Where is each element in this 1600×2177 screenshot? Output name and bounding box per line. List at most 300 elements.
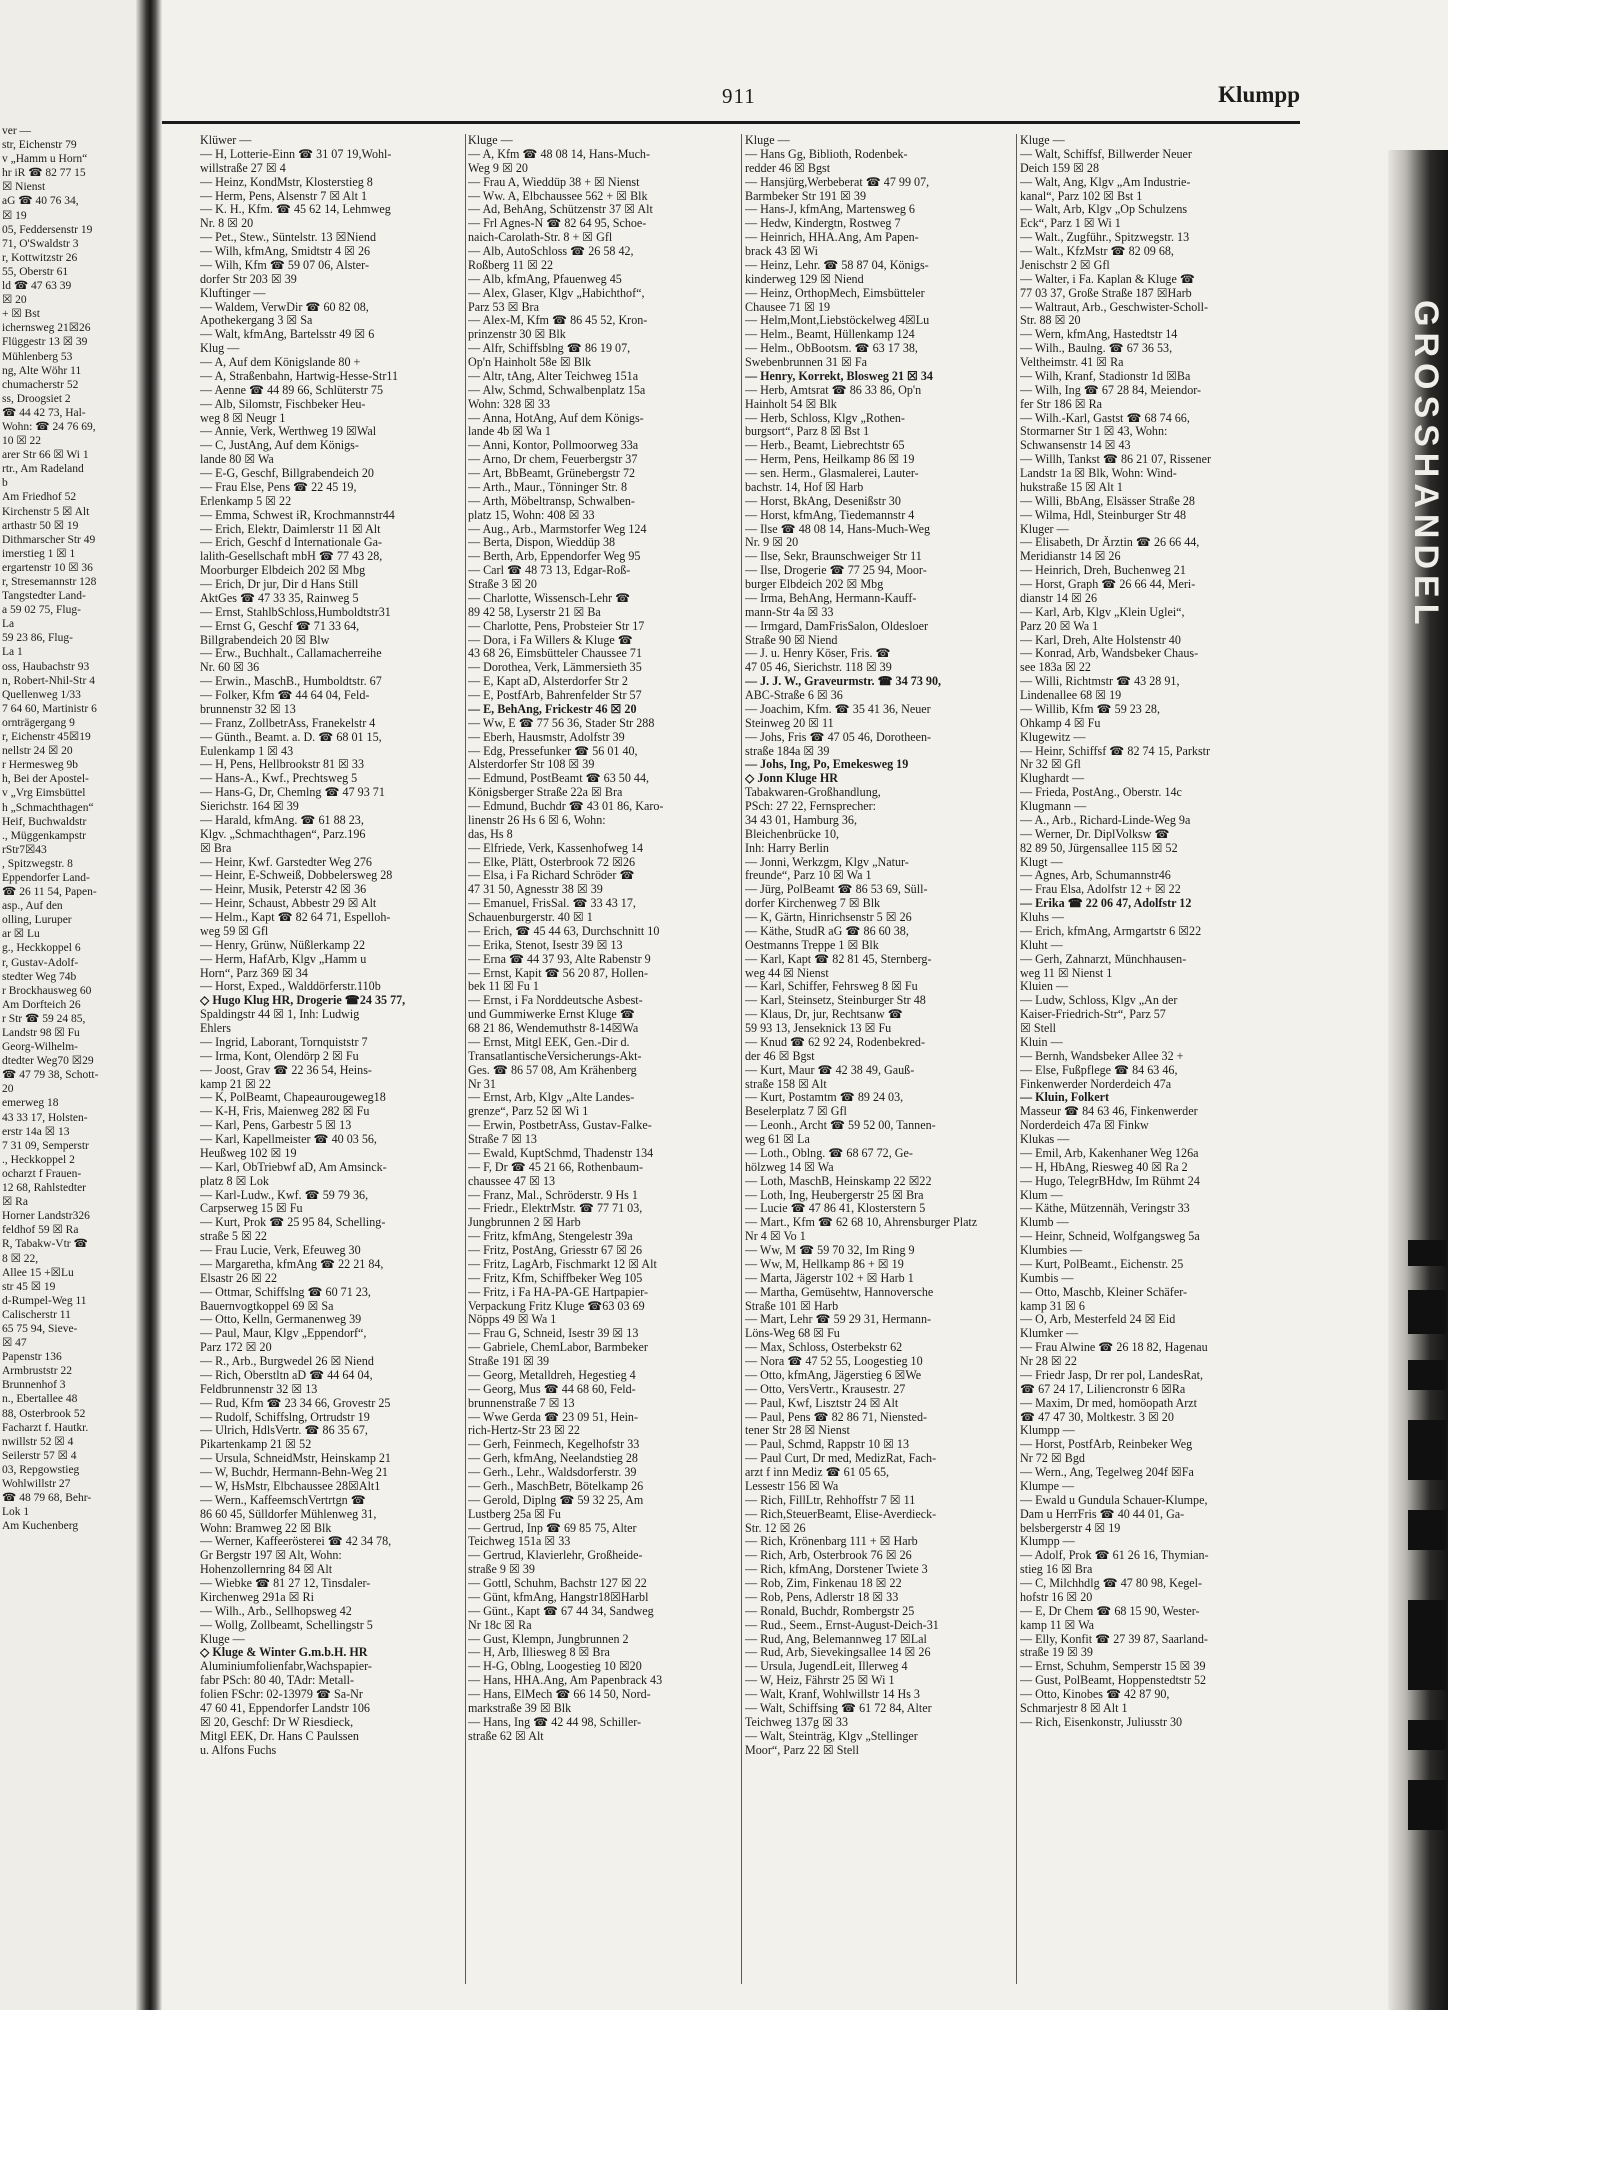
directory-entry-line: — Fritz, i Fa HA-PA-GE Hartpapier- bbox=[468, 1285, 649, 1299]
directory-entry-line: Kumbis — bbox=[1020, 1271, 1074, 1285]
directory-entry-line: — H, Arb, Illiesweg 8 ☒ Bra bbox=[468, 1646, 610, 1660]
facing-page-line: Calischerstr 11 bbox=[2, 1308, 71, 1321]
directory-entry-line: hölzweg 14 ☒ Wa bbox=[745, 1160, 834, 1174]
directory-entry-line: — Franz, ZollbetrAss, Franekelstr 4 bbox=[200, 716, 376, 730]
directory-entry-line: — Günth., Beamt. a. D. ☎ 68 01 15, bbox=[200, 730, 382, 744]
directory-entry-line: Weg 9 ☒ 20 bbox=[468, 161, 528, 175]
directory-entry-line: — Max, Schloss, Osterbekstr 62 bbox=[745, 1341, 903, 1355]
directory-entry-line: hofstr 16 ☒ 20 bbox=[1020, 1590, 1093, 1604]
directory-entry-line: PSch: 27 22, Fernsprecher: bbox=[745, 800, 876, 813]
directory-column-1 bbox=[200, 134, 462, 1994]
directory-entry-line: naich-Carolath-Str. 8 + ☒ Gfl bbox=[468, 231, 613, 245]
directory-entry-line: — Heinr, Schaust, Abbestr 29 ☒ Alt bbox=[200, 897, 377, 911]
facing-page-line: Eppendorfer Land- bbox=[2, 871, 90, 884]
directory-entry-line: — Irma, BehAng, Hermann-Kauff- bbox=[745, 591, 917, 605]
directory-entry-line: Kluhs — bbox=[1020, 911, 1065, 924]
directory-entry-line: Ges. ☎ 86 57 08, Am Krähenberg bbox=[468, 1063, 637, 1077]
facing-page-line: arthastr 50 ☒ 19 bbox=[2, 519, 79, 532]
running-head: Klumpp bbox=[1218, 82, 1300, 107]
directory-entry-line: — Hugo, TelegrBHdw, Im Rühmt 24 bbox=[1020, 1174, 1200, 1188]
directory-entry-line: 68 21 86, Wendemuthstr 8-14☒Wa bbox=[468, 1022, 639, 1035]
directory-entry-line: — Elly, Konfit ☎ 27 39 87, Saarland- bbox=[1020, 1632, 1208, 1646]
facing-page-line: 65 75 94, Sieve- bbox=[2, 1322, 78, 1335]
facing-page-line: ng, Alte Wöhr 11 bbox=[2, 364, 82, 377]
directory-entry-line: — Elke, Plätt, Osterbrook 72 ☒26 bbox=[468, 855, 636, 869]
facing-page-line: Dithmarscher Str 49 bbox=[2, 533, 96, 546]
directory-entry-line: Klumbies — bbox=[1020, 1244, 1083, 1257]
directory-entry-line: mann-Str 4a ☒ 33 bbox=[745, 605, 834, 619]
directory-entry-line: — Heinrich, Dreh, Buchenweg 21 bbox=[1020, 564, 1186, 578]
directory-entry-line: weg 59 ☒ Gfl bbox=[200, 924, 269, 938]
directory-entry-line: — Karl, Schiffer, Fehrsweg 8 ☒ Fu bbox=[745, 980, 918, 994]
directory-entry-line: — Knud ☎ 62 92 24, Rodenbekred- bbox=[745, 1035, 925, 1049]
directory-entry-line: straße 184a ☒ 39 bbox=[745, 744, 830, 758]
book-gutter bbox=[136, 0, 162, 2010]
directory-entry-line: — Käthe, StudR aG ☎ 86 60 38, bbox=[745, 924, 909, 938]
directory-entry-line: — Arno, Dr chem, Feuerbergstr 37 bbox=[468, 453, 638, 467]
directory-entry-line: Ehlers bbox=[200, 1022, 231, 1035]
directory-entry-line: — Ww, E ☎ 77 56 36, Stader Str 288 bbox=[468, 716, 655, 730]
facing-page-line: r Str ☎ 59 24 85, bbox=[2, 1012, 86, 1025]
directory-entry-line: Klukas — bbox=[1020, 1133, 1070, 1146]
directory-entry-line: — K-H, Fris, Maienweg 282 ☒ Fu bbox=[200, 1105, 370, 1119]
column-divider bbox=[741, 134, 742, 1984]
directory-entry-line: — Horst, Graph ☎ 26 66 44, Meri- bbox=[1020, 578, 1196, 591]
directory-entry-line: — J. J. W., Graveurmstr. ☎ 34 73 90, bbox=[745, 675, 942, 689]
directory-entry-line: 86 60 45, Sülldorfer Mühlenweg 31, bbox=[200, 1507, 377, 1521]
facing-page-line: Am Kuchenberg bbox=[2, 1520, 79, 1533]
directory-entry-line: Parz 172 ☒ 20 bbox=[200, 1341, 272, 1355]
directory-entry-line: — Arth, Möbeltransp, Schwalben- bbox=[468, 494, 635, 508]
directory-entry-line: Nr 32 ☒ Gfl bbox=[1020, 758, 1081, 772]
directory-entry-line: — Alex, Glaser, Klgv „Habichthof“, bbox=[468, 286, 645, 300]
directory-entry-line: — Rich,SteuerBeamt, Elise-Averdieck- bbox=[745, 1507, 937, 1521]
directory-entry-line: — Ad, BehAng, Schützenstr 37 ☒ Alt bbox=[468, 203, 653, 217]
directory-entry-line: — Folker, Kfm ☎ 44 64 04, Feld- bbox=[200, 689, 370, 702]
directory-entry-line: Roßberg 11 ☒ 22 bbox=[468, 258, 554, 272]
directory-entry-line: Op'n Hainholt 58e ☒ Blk bbox=[468, 356, 592, 369]
directory-entry-line: Moorburger Elbdeich 202 ☒ Mbg bbox=[200, 564, 366, 578]
directory-entry-line: — Ernst, Schuhm, Semperstr 15 ☒ 39 bbox=[1020, 1660, 1206, 1674]
directory-entry-line: platz 15, Wohn: 408 ☒ 33 bbox=[468, 508, 595, 522]
directory-entry-line: — Heinz, OrthopMech, Eimsbütteler bbox=[745, 286, 925, 300]
facing-page-line: olling, Luruper bbox=[2, 914, 72, 927]
directory-entry-line: Wohn: Bramweg 22 ☒ Blk bbox=[200, 1521, 332, 1535]
directory-entry-line: Parz 20 ☒ Wa 1 bbox=[1020, 619, 1099, 633]
directory-entry-line: — Art, BbBeamt, Grünebergstr 72 bbox=[468, 467, 636, 480]
directory-entry-line: Straße 101 ☒ Harb bbox=[745, 1299, 839, 1313]
facing-page-line: imerstieg 1 ☒ 1 bbox=[2, 547, 76, 560]
directory-entry-line: Klugmann — bbox=[1020, 800, 1087, 813]
directory-entry-line: dorfer Str 203 ☒ 39 bbox=[200, 272, 297, 286]
directory-entry-line: Straße 3 ☒ 20 bbox=[468, 578, 537, 591]
directory-entry-line: platz 8 ☒ Lok bbox=[200, 1174, 269, 1188]
directory-entry-line: — Wilh., Arb., Sellhopsweg 42 bbox=[200, 1604, 352, 1618]
directory-entry-line: — Rud., Seem., Ernst-August-Deich-31 bbox=[745, 1618, 939, 1632]
directory-entry-line: Inh: Harry Berlin bbox=[745, 841, 829, 855]
directory-entry-line: — Walter, i Fa. Kaplan & Kluge ☎ bbox=[1020, 272, 1195, 286]
directory-entry-line: stieg 16 ☒ Bra bbox=[1020, 1563, 1093, 1577]
directory-entry-line: — Nora ☎ 47 52 55, Loogestieg 10 bbox=[745, 1355, 923, 1368]
directory-entry-line: — Elfriede, Verk, Kassenhofweg 14 bbox=[468, 841, 644, 855]
directory-entry-line: — Walt, Steinträg, Klgv „Stellinger bbox=[745, 1729, 918, 1743]
directory-entry-line: — E, Dr Chem ☎ 68 15 90, Wester- bbox=[1020, 1604, 1200, 1618]
directory-entry-line: brack 43 ☒ Wi bbox=[745, 245, 818, 258]
directory-entry-line: Königsberger Straße 22a ☒ Bra bbox=[468, 786, 623, 800]
directory-entry-line: Kluge — bbox=[468, 134, 513, 147]
directory-entry-line: Chausee 71 ☒ 19 bbox=[745, 300, 831, 314]
directory-entry-line: — Ernst G, Geschf ☎ 71 33 64, bbox=[200, 619, 360, 633]
facing-page-line: ., Müggenkampstr bbox=[2, 829, 87, 842]
facing-page-line: Brunnenhof 3 bbox=[2, 1379, 66, 1392]
edge-mark bbox=[1408, 1290, 1446, 1334]
facing-page-line: r, Kottwitzstr 26 bbox=[2, 251, 78, 264]
directory-entry-line: das, Hs 8 bbox=[468, 827, 513, 841]
directory-entry-line: lalith-Gesellschaft mbH ☎ 77 43 28, bbox=[200, 550, 383, 564]
directory-entry-line: — Karl, ObTriebwf aD, Am Amsinck- bbox=[200, 1160, 387, 1174]
directory-entry-line: — Kluin, Folkert bbox=[1020, 1091, 1110, 1105]
directory-entry-line: — Rob, Pens, Adlerstr 18 ☒ 33 bbox=[745, 1590, 899, 1604]
directory-entry-line: ☒ Bra bbox=[200, 841, 232, 855]
directory-entry-line: — Wilma, Hdl, Steinburger Str 48 bbox=[1020, 508, 1187, 522]
directory-entry-line: Tabakwaren-Großhandlung, bbox=[745, 786, 881, 800]
directory-entry-line: — Frau G, Schneid, Isestr 39 ☒ 13 bbox=[468, 1327, 639, 1341]
directory-entry-line: — E-G, Geschf, Billgrabendeich 20 bbox=[200, 467, 374, 480]
directory-entry-line: willstraße 27 ☒ 4 bbox=[200, 161, 286, 175]
facing-page-line: oss, Haubachstr 93 bbox=[2, 660, 90, 673]
directory-entry-line: — Ewald u Gundula Schauer-Klumpe, bbox=[1020, 1493, 1208, 1507]
directory-entry-line: kamp 11 ☒ Wa bbox=[1020, 1618, 1095, 1632]
directory-entry-line: — Altr, tAng, Alter Teichweg 151a bbox=[468, 369, 639, 383]
directory-entry-line: — Loth, MaschB, Heinskamp 22 ☒22 bbox=[745, 1174, 932, 1188]
directory-entry-line: — Annie, Verk, Werthweg 19 ☒Wal bbox=[200, 425, 377, 439]
facing-page-line: ld ☎ 47 63 39 bbox=[2, 280, 72, 293]
directory-entry-line: — Alex-M, Kfm ☎ 86 45 52, Kron- bbox=[468, 314, 648, 328]
directory-entry-line: — Loth, Ing, Heubergerstr 25 ☒ Bra bbox=[745, 1188, 924, 1202]
directory-entry-line: Straße 90 ☒ Niend bbox=[745, 633, 838, 647]
directory-entry-line: Klum — bbox=[1020, 1188, 1063, 1202]
directory-entry-line: Str. 12 ☒ 26 bbox=[745, 1521, 806, 1535]
directory-entry-line: straße 158 ☒ Alt bbox=[745, 1077, 827, 1091]
directory-entry-line: — Herm, Pens, Alsenstr 7 ☒ Alt 1 bbox=[200, 189, 368, 203]
directory-entry-line: — Johs, Ing, Po, Emekesweg 19 bbox=[745, 758, 909, 772]
directory-entry-line: — Paul, Kwf, Lisztstr 24 ☒ Alt bbox=[745, 1396, 899, 1410]
directory-entry-line: — Rich, Arb, Osterbrook 76 ☒ 26 bbox=[745, 1549, 912, 1563]
directory-entry-line: Klughardt — bbox=[1020, 772, 1085, 786]
directory-entry-line: — Otto, Maschb, Kleiner Schäfer- bbox=[1020, 1285, 1188, 1299]
facing-page-line: 59 23 86, Flug- bbox=[2, 632, 73, 645]
directory-entry-line: Hainholt 54 ☒ Blk bbox=[745, 397, 837, 411]
directory-entry-line: redder 46 ☒ Bgst bbox=[745, 161, 831, 175]
facing-page-line: ocharzt f Frauen- bbox=[2, 1167, 82, 1180]
directory-entry-line: — Ilse ☎ 48 08 14, Hans-Much-Weg bbox=[745, 522, 931, 536]
directory-entry-line: bek 11 ☒ Fu 1 bbox=[468, 980, 539, 994]
facing-page-line: Am Friedhof 52 bbox=[2, 491, 77, 504]
directory-entry-line: markstraße 39 ☒ Blk bbox=[468, 1701, 572, 1715]
edge-mark bbox=[1408, 1240, 1446, 1266]
facing-page-line: n., Ebertallee 48 bbox=[2, 1393, 78, 1406]
directory-entry-line: — Wern, kfmAng, Hastedtstr 14 bbox=[1020, 328, 1178, 342]
directory-entry-line: Gr Bergstr 197 ☒ Alt, Wohn: bbox=[200, 1549, 342, 1563]
directory-entry-line: — Rudolf, Schiffslng, Ortrudstr 19 bbox=[200, 1410, 370, 1424]
directory-entry-line: — Else, Fußpflege ☎ 84 63 46, bbox=[1020, 1063, 1178, 1077]
directory-entry-line: — Ww, M, Hellkamp 86 + ☒ 19 bbox=[745, 1257, 904, 1271]
directory-entry-line: ◇ Jonn Kluge HR bbox=[745, 772, 838, 786]
directory-entry-line: — Herb, Schloss, Klgv „Rothen- bbox=[745, 411, 905, 425]
directory-entry-line: Bauernvogtkoppel 69 ☒ Sa bbox=[200, 1299, 334, 1313]
directory-entry-line: — Ernst, Mitgl EEK, Gen.-Dir d. bbox=[468, 1035, 630, 1049]
directory-entry-line: — Fritz, Kfm, Schiffbeker Weg 105 bbox=[468, 1271, 643, 1285]
directory-entry-line: — Günt., Kapt ☎ 67 44 34, Sandweg bbox=[468, 1604, 654, 1618]
directory-entry-line: see 183a ☒ 22 bbox=[1020, 661, 1091, 675]
directory-entry-line: Kaiser-Friedrich-Str“, Parz 57 bbox=[1020, 1008, 1166, 1022]
directory-entry-line: — K, Gärtn, Hinrichsenstr 5 ☒ 26 bbox=[745, 911, 912, 924]
directory-entry-line: — Wilh.-Karl, Gastst ☎ 68 74 66, bbox=[1020, 411, 1190, 425]
page-number: 911 bbox=[722, 84, 756, 108]
directory-entry-line: — A, Kfm ☎ 48 08 14, Hans-Much- bbox=[468, 147, 651, 161]
directory-entry-line: — Emanuel, FrisSal. ☎ 33 43 17, bbox=[468, 897, 636, 911]
directory-entry-line: Beselerplatz 7 ☒ Gfl bbox=[745, 1105, 847, 1119]
edge-mark bbox=[1408, 1360, 1446, 1390]
facing-page-line: ergartenstr 10 ☒ 36 bbox=[2, 561, 93, 574]
facing-page-line: Flüggestr 13 ☒ 39 bbox=[2, 336, 88, 349]
facing-page-line: 10 ☒ 22 bbox=[2, 435, 42, 448]
directory-entry-line: Lessestr 156 ☒ Wa bbox=[745, 1479, 839, 1493]
directory-column-4 bbox=[1020, 134, 1300, 1994]
directory-entry-line: Horn“, Parz 369 ☒ 34 bbox=[200, 966, 308, 980]
directory-entry-line: — Otto, Kinobes ☎ 42 87 90, bbox=[1020, 1688, 1170, 1701]
directory-entry-line: — Kurt, Postamtm ☎ 89 24 03, bbox=[745, 1091, 904, 1105]
directory-entry-line: Stormarner Str 1 ☒ 43, Wohn: bbox=[1020, 425, 1168, 439]
directory-entry-line: — Georg, Metalldreh, Hegestieg 4 bbox=[468, 1368, 636, 1382]
directory-entry-line: Elsastr 26 ☒ 22 bbox=[200, 1271, 278, 1285]
directory-entry-line: — Hans, Ing ☎ 42 44 98, Schiller- bbox=[468, 1715, 642, 1729]
directory-entry-line: — Karl, Pens, Garbestr 5 ☒ 13 bbox=[200, 1119, 352, 1133]
facing-page-line: ar ☒ Lu bbox=[2, 928, 40, 941]
facing-page-line: ver — bbox=[2, 125, 32, 137]
directory-entry-line: — Kurt, Prok ☎ 25 95 84, Schelling- bbox=[200, 1216, 386, 1230]
directory-entry-line: — Erich, Elektr, Daimlerstr 11 ☒ Alt bbox=[200, 522, 381, 536]
directory-entry-line: — Bernh, Wandsbeker Allee 32 + bbox=[1020, 1049, 1184, 1063]
directory-entry-line: — Gertrud, Klavierlehr, Großheide- bbox=[468, 1549, 643, 1563]
column-divider bbox=[465, 134, 466, 1984]
directory-entry-line: — Willi, BbAng, Elsässer Straße 28 bbox=[1020, 494, 1195, 508]
directory-entry-line: Pikartenkamp 21 ☒ 52 bbox=[200, 1438, 312, 1452]
directory-entry-line: Klgv. „Schmachthagen“, Parz.196 bbox=[200, 827, 366, 841]
directory-entry-line: Kluge — bbox=[200, 1632, 245, 1646]
directory-entry-line: Eck“, Parz 1 ☒ Wi 1 bbox=[1020, 217, 1121, 231]
directory-entry-line: — Walt, Schiffsing ☎ 61 72 84, Alter bbox=[745, 1701, 932, 1715]
directory-entry-line: — E, BehAng, Frickestr 46 ☒ 20 bbox=[468, 702, 637, 716]
directory-entry-line: — Wilh, Kfm ☎ 59 07 06, Alster- bbox=[200, 258, 369, 272]
directory-entry-line: — Margaretha, kfmAng ☎ 22 21 84, bbox=[200, 1257, 384, 1271]
directory-entry-line: — Ilse, Drogerie ☎ 77 25 94, Moor- bbox=[745, 564, 927, 578]
directory-entry-line: — Karl, Dreh, Alte Holstenstr 40 bbox=[1020, 633, 1181, 647]
facing-page-line: g., Heckkoppel 6 bbox=[2, 942, 81, 955]
facing-page-line: ss, Droogsiet 2 bbox=[2, 392, 71, 405]
facing-page-line: feldhof 59 ☒ Ra bbox=[2, 1224, 79, 1237]
directory-entry-line: — Edg, Pressefunker ☎ 56 01 40, bbox=[468, 744, 638, 758]
directory-entry-line: — Heinz, Lehr. ☎ 58 87 04, Königs- bbox=[745, 258, 929, 272]
header-rule bbox=[162, 121, 1300, 124]
directory-entry-line: straße 9 ☒ 39 bbox=[468, 1563, 535, 1577]
directory-entry-line: — Walt, Kranf, Wohlwillstr 14 Hs 3 bbox=[745, 1688, 920, 1701]
directory-entry-line: — H, Lotterie-Einn ☎ 31 07 19,Wohl- bbox=[200, 147, 392, 161]
directory-entry-line: — Karl, Kapt ☎ 82 81 45, Sternberg- bbox=[745, 952, 932, 966]
directory-entry-line: Meridianstr 14 ☒ 26 bbox=[1020, 550, 1121, 564]
directory-entry-line: — Werner, Dr. DiplVolksw ☎ bbox=[1020, 827, 1170, 841]
facing-page-line: Wohlwillstr 27 bbox=[2, 1478, 71, 1490]
directory-entry-line: — Joost, Grav ☎ 22 36 54, Heins- bbox=[200, 1063, 372, 1077]
directory-entry-line: Klug — bbox=[200, 342, 240, 356]
facing-page-line: Armbruststr 22 bbox=[2, 1365, 72, 1378]
directory-entry-line: — Horst, kfmAng, Tiedemannstr 4 bbox=[745, 508, 915, 522]
directory-entry-line: straße 19 ☒ 39 bbox=[1020, 1646, 1093, 1660]
directory-entry-line: — Franz, Mal., Schröderstr. 9 Hs 1 bbox=[468, 1188, 638, 1202]
facing-page-line: Lok 1 bbox=[2, 1506, 30, 1519]
directory-entry-line: — Jürg, PolBeamt ☎ 86 53 69, Süll- bbox=[745, 883, 928, 897]
facing-page-line: ☒ 47 bbox=[2, 1337, 27, 1350]
directory-entry-line: — Walt, kfmAng, Bartelsstr 49 ☒ 6 bbox=[200, 328, 375, 342]
directory-entry-line: Wohn: 328 ☒ 33 bbox=[468, 397, 551, 411]
directory-entry-line: — Erich, ☎ 45 44 63, Durchschnitt 10 bbox=[468, 924, 660, 938]
facing-page-line: emerweg 18 bbox=[2, 1097, 59, 1110]
directory-entry-line: — Heinr, E-Schweiß, Dobbelersweg 28 bbox=[200, 869, 393, 883]
directory-entry-line: Hohenzollernring 84 ☒ Alt bbox=[200, 1563, 333, 1577]
facing-page-line: Papenstr 136 bbox=[2, 1351, 62, 1364]
directory-entry-line: — H-G, Oblng, Loogestieg 10 ☒20 bbox=[468, 1660, 642, 1674]
facing-page-line: h „Schmachthagen“ bbox=[2, 801, 94, 814]
directory-entry-line: — Emma, Schwest iR, Krochmannstr44 bbox=[200, 508, 395, 522]
directory-entry-line: Carpserweg 15 ☒ Fu bbox=[200, 1202, 303, 1216]
directory-entry-line: — Alb, AutoSchloss ☎ 26 58 42, bbox=[468, 245, 634, 258]
directory-entry-line: Kluge — bbox=[745, 134, 790, 147]
facing-page-line: Tangstedter Land- bbox=[2, 590, 86, 603]
facing-page-column bbox=[2, 124, 142, 1533]
directory-entry-line: Veltheimstr. 41 ☒ Ra bbox=[1020, 356, 1124, 369]
directory-entry-line: — Ww. A, Elbchaussee 562 + ☒ Blk bbox=[468, 189, 648, 203]
facing-page-line: Georg-Wilhelm- bbox=[2, 1041, 78, 1054]
directory-entry-line: brunnenstraße 7 ☒ 13 bbox=[468, 1396, 575, 1410]
facing-page-fragment bbox=[0, 0, 150, 2010]
directory-entry-line: — Gottl, Schuhm, Bachstr 127 ☒ 22 bbox=[468, 1577, 647, 1590]
facing-page-line: v „Vrg Eimsbüttel bbox=[2, 787, 86, 800]
directory-entry-line: Oestmanns Treppe 1 ☒ Blk bbox=[745, 938, 879, 952]
facing-page-line: ☎ 44 42 73, Hal- bbox=[2, 406, 86, 419]
directory-entry-line: Klumker — bbox=[1020, 1327, 1079, 1341]
directory-entry-line: fer Str 186 ☒ Ra bbox=[1020, 397, 1103, 411]
directory-entry-line: — Erw., Buchhalt., Callamacherreihe bbox=[200, 647, 382, 661]
directory-entry-line: — Martha, Gemüsehtw, Hannoversche bbox=[745, 1285, 934, 1299]
directory-entry-line: straße 62 ☒ Alt bbox=[468, 1729, 544, 1743]
directory-entry-line: weg 61 ☒ La bbox=[745, 1133, 810, 1146]
directory-entry-line: Jungbrunnen 2 ☒ Harb bbox=[468, 1216, 581, 1230]
directory-entry-line: lande 4b ☒ Wa 1 bbox=[468, 425, 551, 439]
directory-entry-line: — Hedw, Kindergtn, Rostweg 7 bbox=[745, 217, 901, 231]
directory-entry-line: — Fritz, LagArb, Fischmarkt 12 ☒ Alt bbox=[468, 1257, 657, 1271]
directory-entry-line: — O, Arb, Mesterfeld 24 ☒ Eid bbox=[1020, 1313, 1176, 1327]
directory-entry-line: — Herm, HafArb, Klgv „Hamm u bbox=[200, 952, 367, 966]
directory-entry-line: — Frau Else, Pens ☎ 22 45 19, bbox=[200, 480, 357, 494]
directory-entry-line: — Gerh., Lehr., Waldsdorferstr. 39 bbox=[468, 1466, 637, 1479]
directory-entry-line: — Hans-A., Kwf., Prechtsweg 5 bbox=[200, 772, 358, 786]
directory-entry-line: — A, Straßenbahn, Hartwig-Hesse-Str11 bbox=[200, 369, 399, 383]
directory-entry-line: — Mart, Lehr ☎ 59 29 31, Hermann- bbox=[745, 1313, 932, 1327]
directory-entry-line: straße 5 ☒ 22 bbox=[200, 1230, 267, 1244]
directory-entry-line: — Emil, Arb, Kakenhaner Weg 126a bbox=[1020, 1146, 1199, 1160]
directory-entry-line: 89 42 58, Lyserstr 21 ☒ Ba bbox=[468, 605, 601, 619]
directory-entry-line: Teichweg 137g ☒ 33 bbox=[745, 1715, 849, 1729]
directory-entry-line: — Rob, Zim, Finkenau 18 ☒ 22 bbox=[745, 1577, 902, 1590]
directory-entry-line: — Maxim, Dr med, homöopath Arzt bbox=[1020, 1396, 1198, 1410]
directory-entry-line: — Eberh, Hausmstr, Adolfstr 39 bbox=[468, 730, 625, 744]
directory-entry-line: 77 03 37, Große Straße 187 ☒Harb bbox=[1020, 286, 1192, 300]
facing-page-line: ☎ 26 11 54, Papen- bbox=[2, 886, 97, 899]
directory-entry-line: — Ww, M ☎ 59 70 32, Im Ring 9 bbox=[745, 1244, 915, 1257]
directory-entry-line: Kluht — bbox=[1020, 938, 1063, 952]
directory-entry-line: 47 60 41, Eppendorfer Landstr 106 bbox=[200, 1701, 370, 1715]
directory-entry-line: hukstraße 15 ☒ Alt 1 bbox=[1020, 480, 1123, 494]
directory-entry-line: — Herb, Amtsrat ☎ 86 33 86, Op'n bbox=[745, 383, 922, 397]
directory-entry-line: — A, Auf dem Königslande 80 + bbox=[200, 356, 361, 369]
directory-entry-line: — Walt, Ang, Klgv „Am Industrie- bbox=[1020, 175, 1191, 189]
directory-entry-line: Spaldingstr 44 ☒ 1, Inh: Ludwig bbox=[200, 1008, 360, 1022]
directory-entry-line: Verpackung Fritz Kluge ☎63 03 69 bbox=[468, 1299, 645, 1313]
directory-entry-line: — Frieda, PostAng., Oberstr. 14c bbox=[1020, 786, 1182, 800]
directory-column-2 bbox=[468, 134, 738, 1994]
directory-entry-line: Billgrabendeich 20 ☒ Blw bbox=[200, 633, 330, 647]
facing-page-line: Allee 15 +☒Lu bbox=[2, 1266, 74, 1279]
directory-entry-line: — Elisabeth, Dr Ärztin ☎ 26 66 44, bbox=[1020, 536, 1200, 550]
facing-page-line: hr iR ☎ 82 77 15 bbox=[2, 167, 86, 180]
directory-entry-line: — Heinr, Kwf. Garstedter Weg 276 bbox=[200, 855, 372, 869]
directory-entry-line: prinzenstr 30 ☒ Blk bbox=[468, 328, 566, 342]
directory-entry-line: Straße 7 ☒ 13 bbox=[468, 1133, 537, 1146]
facing-page-line: 88, Osterbrook 52 bbox=[2, 1407, 86, 1420]
facing-page-line: nellstr 24 ☒ 20 bbox=[2, 745, 73, 758]
directory-entry-line: Nr. 8 ☒ 20 bbox=[200, 217, 254, 231]
directory-entry-line: — Alb, Silomstr, Fischbeker Heu- bbox=[200, 397, 366, 411]
directory-entry-line: — Aug., Arb., Marmstorfer Weg 124 bbox=[468, 522, 647, 536]
directory-entry-line: — Paul Curt, Dr med, MedizRat, Fach- bbox=[745, 1452, 937, 1466]
directory-entry-line: ☎ 47 47 30, Moltkestr. 3 ☒ 20 bbox=[1020, 1410, 1174, 1424]
facing-page-line: Am Dorfteich 26 bbox=[2, 998, 81, 1011]
facing-page-line: ☒ Ra bbox=[2, 1196, 28, 1209]
directory-entry-line: fabr PSch: 80 40, TAdr: Metall- bbox=[200, 1674, 354, 1688]
directory-entry-line: Jenischstr 2 ☒ Gfl bbox=[1020, 258, 1110, 272]
directory-entry-line: u. Alfons Fuchs bbox=[200, 1743, 277, 1757]
facing-page-line: erstr 14a ☒ 13 bbox=[2, 1125, 70, 1138]
facing-page-line: d-Rumpel-Weg 11 bbox=[2, 1294, 87, 1307]
facing-page-line: aG ☎ 40 76 34, bbox=[2, 195, 79, 208]
directory-entry-line: — Charlotte, Pens, Probsteier Str 17 bbox=[468, 619, 645, 633]
directory-entry-line: Nöpps 49 ☒ Wa 1 bbox=[468, 1313, 557, 1327]
directory-entry-line: — Friedr., ElektrMstr. ☎ 77 71 03, bbox=[468, 1202, 643, 1216]
directory-entry-line: kinderweg 129 ☒ Niend bbox=[745, 272, 864, 286]
directory-entry-line: — Irma, Kont, Olendörp 2 ☒ Fu bbox=[200, 1049, 359, 1063]
directory-entry-line: — Carl ☎ 48 73 13, Edgar-Roß- bbox=[468, 564, 631, 578]
directory-entry-line: Lindenallee 68 ☒ 19 bbox=[1020, 689, 1122, 702]
directory-entry-line: — Gust, PolBeamt, Hoppenstedtstr 52 bbox=[1020, 1674, 1207, 1688]
directory-entry-line: 82 89 50, Jürgensallee 115 ☒ 52 bbox=[1020, 841, 1178, 855]
facing-page-line: Horner Landstr326 bbox=[2, 1210, 90, 1223]
facing-page-line: str 45 ☒ 19 bbox=[2, 1280, 56, 1293]
directory-entry-line: chaussee 47 ☒ 13 bbox=[468, 1174, 556, 1188]
directory-entry-line: — Paul, Schmd, Rappstr 10 ☒ 13 bbox=[745, 1438, 910, 1452]
directory-entry-line: — A., Arb., Richard-Linde-Weg 9a bbox=[1020, 813, 1191, 827]
directory-entry-line: Kluge — bbox=[1020, 134, 1065, 147]
directory-entry-line: — Wwe Gerda ☎ 23 09 51, Hein- bbox=[468, 1410, 639, 1424]
